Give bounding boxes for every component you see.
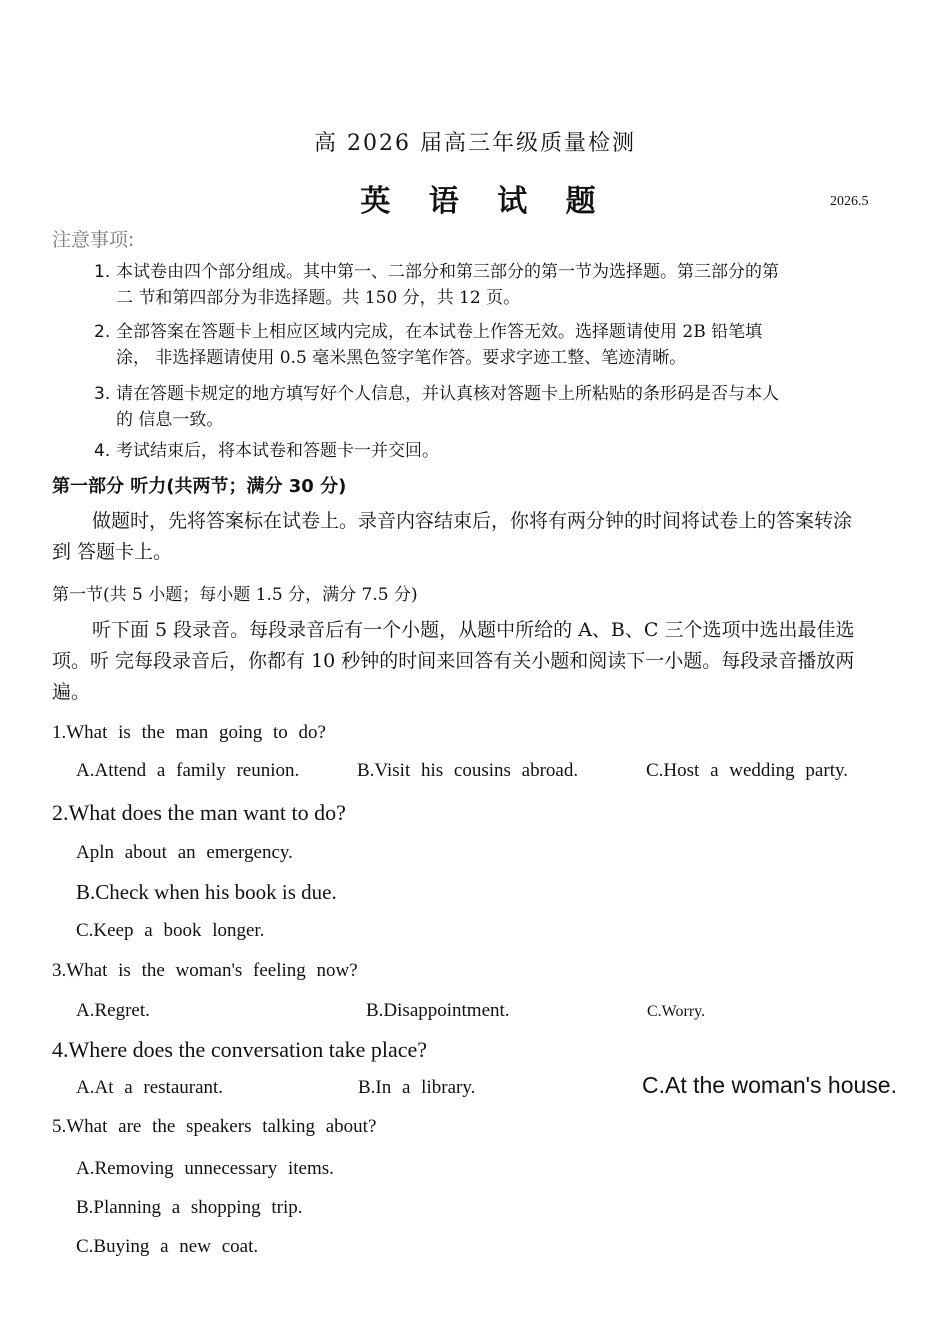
question-1-option-a: A.Attend a family reunion. — [76, 760, 300, 781]
question-5: 5.What are the speakers talking about? — [52, 1116, 377, 1137]
notice-item-number: 4. — [94, 441, 111, 461]
notice-item-number: 1. — [94, 262, 111, 282]
section1-heading: 第一节(共 5 小题；每小题 1.5 分，满分 7.5 分) — [52, 585, 418, 605]
notice-item-number: 3. — [94, 384, 111, 404]
notice-item-text-cont: 二 节和第四部分为非选择题。共 150 分，共 12 页。 — [116, 288, 521, 308]
notice-heading: 注意事项: — [52, 229, 135, 251]
question-3: 3.What is the woman's feeling now? — [52, 960, 358, 981]
question-4-option-a: A.At a restaurant. — [76, 1077, 224, 1098]
question-3-option-b: B.Disappointment. — [366, 1000, 510, 1021]
question-2-option-a: Apln about an emergency. — [76, 842, 293, 863]
section1-intro-line: 遍。 — [52, 681, 91, 703]
question-4: 4.Where does the conversation take place? — [52, 1037, 428, 1062]
part1-intro-line: 到 答题卡上。 — [52, 541, 173, 563]
exam-date: 2026.5 — [830, 194, 869, 209]
notice-item-text: 本试卷由四个部分组成。其中第一、二部分和第三部分的第一节为选择题。第三部分的第 — [116, 262, 779, 282]
notice-item-text: 请在答题卡规定的地方填写好个人信息，并认真核对答题卡上所粘贴的条形码是否与本人 — [116, 384, 779, 404]
exam-title: 英 语 试 题 — [360, 184, 610, 219]
question-5-option-c: C.Buying a new coat. — [76, 1236, 259, 1257]
part1-heading: 第一部分 听力(共两节；满分 30 分) — [52, 476, 347, 497]
notice-item-text: 全部答案在答题卡上相应区域内完成，在本试卷上作答无效。选择题请使用 2B 铅笔填 — [116, 322, 763, 342]
question-2: 2.What does the man want to do? — [52, 800, 346, 825]
section1-intro-line: 项。听 完每段录音后，你都有 10 秒钟的时间来回答有关小题和阅读下一小题。每段录音播放两 — [52, 650, 855, 672]
question-1-option-c: C.Host a wedding party. — [646, 760, 848, 781]
question-2-option-b: B.Check when his book is due. — [76, 880, 337, 904]
notice-item-1 — [96, 259, 896, 311]
notice-item-text-cont: 的 信息一致。 — [116, 410, 224, 430]
question-1: 1.What is the man going to do? — [52, 722, 326, 743]
question-5-option-b: B.Planning a shopping trip. — [76, 1197, 303, 1218]
question-2-option-c: C.Keep a book longer. — [76, 920, 265, 941]
exam-supertitle: 高 2026 届高三年级质量检测 — [314, 131, 636, 156]
notice-item-2 — [96, 319, 896, 371]
question-3-option-a: A.Regret. — [76, 1000, 150, 1021]
notice-item-text: 考试结束后，将本试卷和答题卡一并交回。 — [116, 441, 439, 461]
notice-item-text-cont: 涂， 非选择题请使用 0.5 毫米黑色签字笔作答。要求字迹工整、笔迹清晰。 — [116, 348, 687, 368]
notice-item-4 — [96, 438, 896, 464]
section1-intro — [52, 615, 897, 708]
section1-intro-line: 听下面 5 段录音。每段录音后有一个小题，从题中所给的 A、B、C 三个选项中选出最佳选 — [92, 619, 855, 641]
part1-intro — [52, 506, 897, 568]
part1-intro-line: 做题时，先将答案标在试卷上。录音内容结束后，你将有两分钟的时间将试卷上的答案转涂 — [92, 510, 853, 532]
question-3-option-c: C.Worry. — [647, 1003, 706, 1020]
question-4-option-c: C.At the woman's house. — [642, 1072, 897, 1098]
question-4-option-b: B.In a library. — [358, 1077, 476, 1098]
question-5-option-a: A.Removing unnecessary items. — [76, 1158, 334, 1179]
notice-item-number: 2. — [94, 322, 111, 342]
question-1-option-b: B.Visit his cousins abroad. — [357, 760, 579, 781]
notice-item-3 — [96, 381, 896, 433]
